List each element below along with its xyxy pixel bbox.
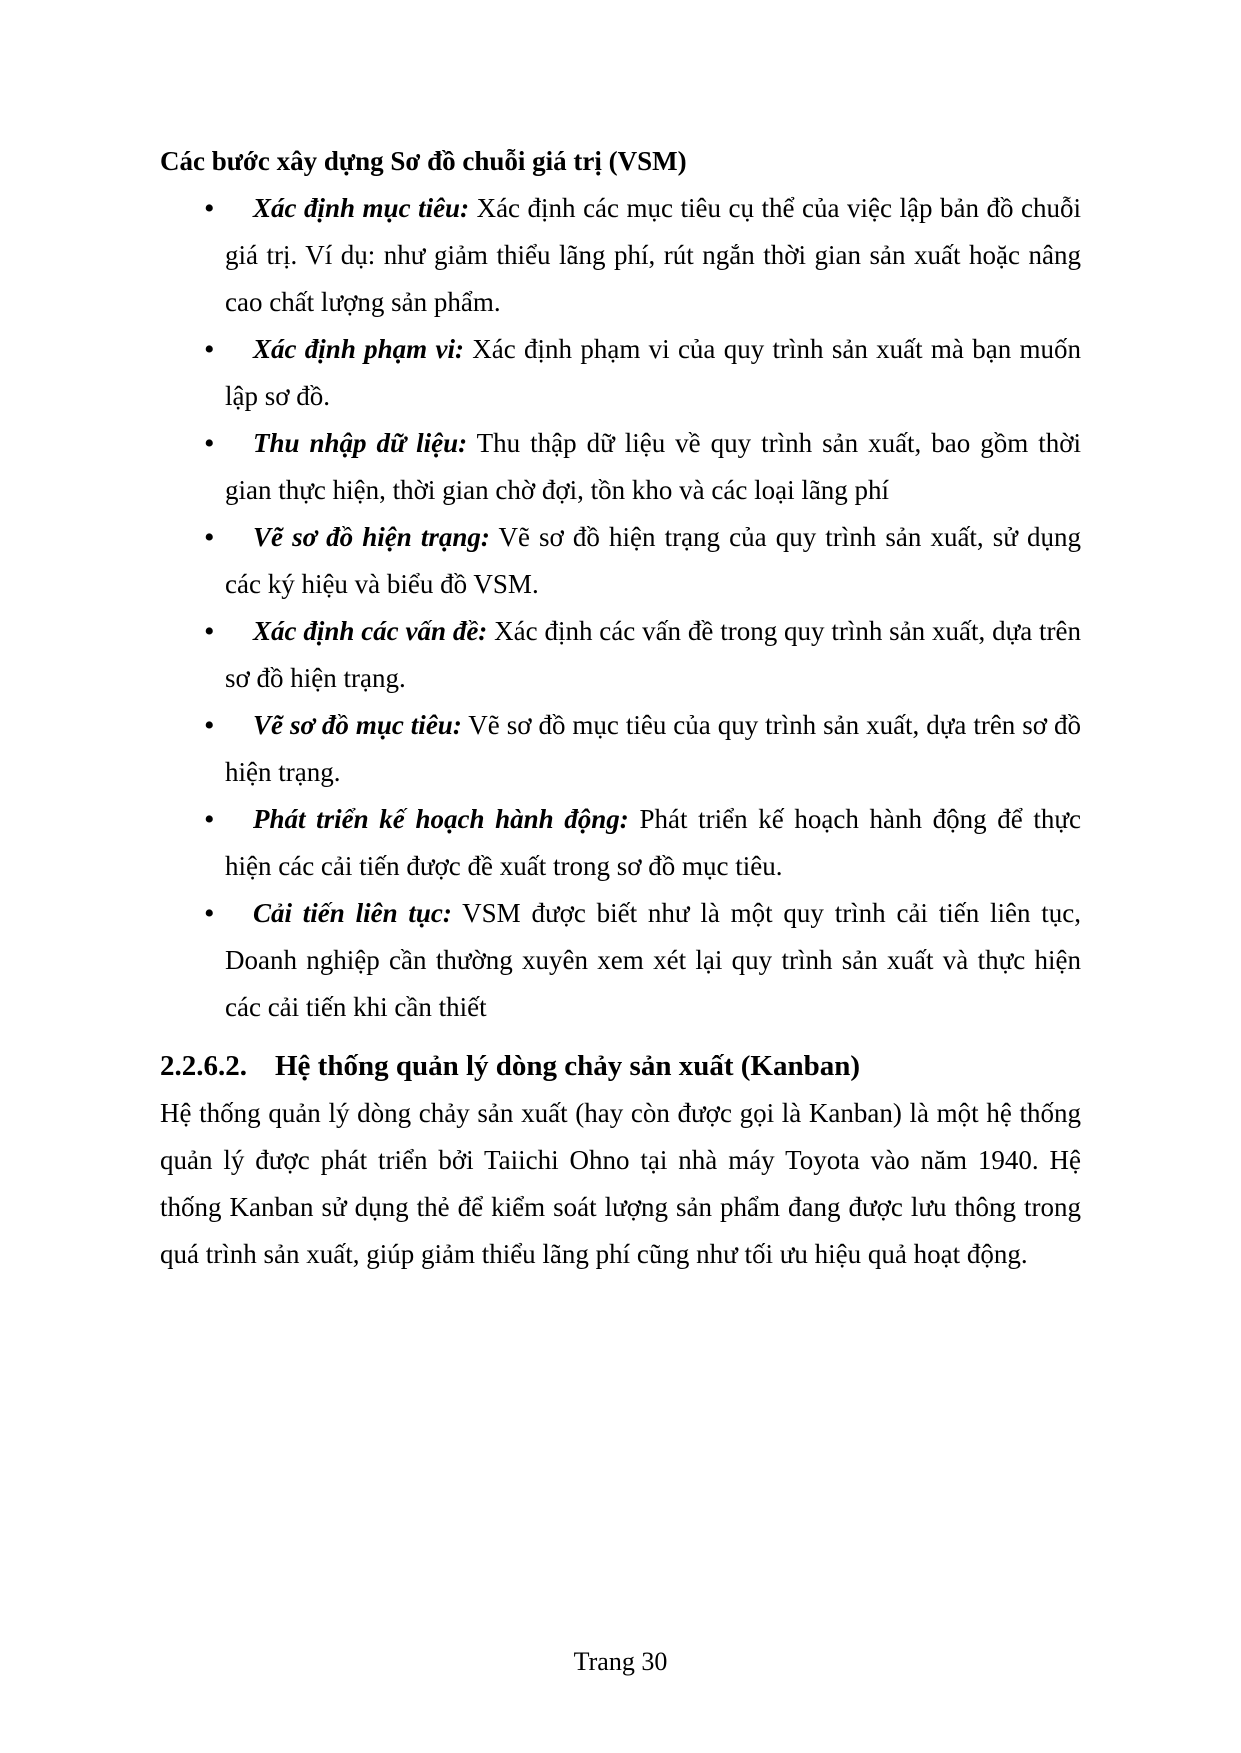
bullet-text: Phát triển kế hoạch hành động để thực hiện các cải tiến được đề xuất trong sơ đồ mục tiêu. [225, 804, 1082, 881]
list-item [160, 326, 1081, 420]
bullet-text: VSM được biết như là một quy trình cải tiến liên tục, Doanh nghiệp cần thường xuyên xem xét lại quy trình sản xuất và thực hiện các cải tiến khi cần thiết [225, 898, 1081, 1022]
bullet-lead: Xác định các vấn đề: [253, 616, 488, 646]
list-item [160, 420, 1081, 514]
list-item [160, 608, 1081, 702]
bullet-icon: • [204, 803, 215, 836]
bullet-text: Xác định các mục tiêu cụ thể của việc lập bản đồ chuỗi giá trị. Ví dụ: như giảm thiểu lãng phí, rút ngắn thời gian sản xuất hoặc nâng cao chất lượng sản phẩm. [225, 193, 1081, 317]
bullet-text: Xác định các vấn đề trong quy trình sản xuất, dựa trên sơ đồ hiện trạng. [225, 616, 1082, 693]
bullet-icon: • [204, 897, 215, 930]
document-body [160, 138, 1081, 1278]
bullet-lead: Vẽ sơ đồ hiện trạng: [253, 522, 490, 552]
section-heading [160, 1043, 1081, 1090]
bullet-lead: Thu nhập dữ liệu: [253, 428, 468, 458]
kanban-paragraph: Hệ thống quản lý dòng chảy sản xuất (hay còn được gọi là Kanban) là một hệ thống quản lý được phát triển bởi Taiichi Ohno tại nhà máy Toyota vào năm 1940. Hệ thống Kanban sử dụng thẻ để kiểm soát lượng sản phẩm đang được lưu thông trong quá trình sản xuất, giúp giảm thiểu lãng phí cũng như tối ưu hiệu quả hoạt động. [160, 1098, 1081, 1269]
bullet-lead: Phát triển kế hoạch hành động: [253, 804, 629, 834]
list-item [160, 702, 1081, 796]
bullet-icon: • [204, 615, 215, 648]
bullet-text: Vẽ sơ đồ mục tiêu của quy trình sản xuất, dựa trên sơ đồ hiện trạng. [225, 710, 1082, 787]
section-number: 2.2.6.2. [160, 1050, 247, 1082]
vsm-steps-list [160, 185, 1081, 1031]
bullet-icon: • [204, 521, 215, 554]
bullet-icon: • [204, 427, 215, 460]
bullet-lead: Xác định phạm vi: [253, 334, 464, 364]
list-item [160, 185, 1081, 326]
page-title: Các bước xây dựng Sơ đồ chuỗi giá trị (VSM) [160, 146, 687, 176]
list-item [160, 514, 1081, 608]
list-item [160, 796, 1081, 890]
bullet-icon: • [204, 709, 215, 742]
list-item [160, 890, 1081, 1031]
section-title: Hệ thống quản lý dòng chảy sản xuất (Kanban) [275, 1050, 860, 1082]
bullet-text: Thu thập dữ liệu về quy trình sản xuất, bao gồm thời gian thực hiện, thời gian chờ đợi, tồn kho và các loại lãng phí [225, 428, 1082, 505]
bullet-text: Xác định phạm vi của quy trình sản xuất mà bạn muốn lập sơ đồ. [225, 334, 1081, 411]
bullet-lead: Vẽ sơ đồ mục tiêu: [253, 710, 462, 740]
bullet-icon: • [204, 333, 215, 366]
page-number: Trang 30 [573, 1647, 668, 1676]
bullet-text: Vẽ sơ đồ hiện trạng của quy trình sản xuất, sử dụng các ký hiệu và biểu đồ VSM. [225, 522, 1081, 599]
bullet-icon: • [204, 192, 215, 225]
bullet-lead: Xác định mục tiêu: [253, 193, 470, 223]
bullet-lead: Cải tiến liên tục: [253, 898, 452, 928]
